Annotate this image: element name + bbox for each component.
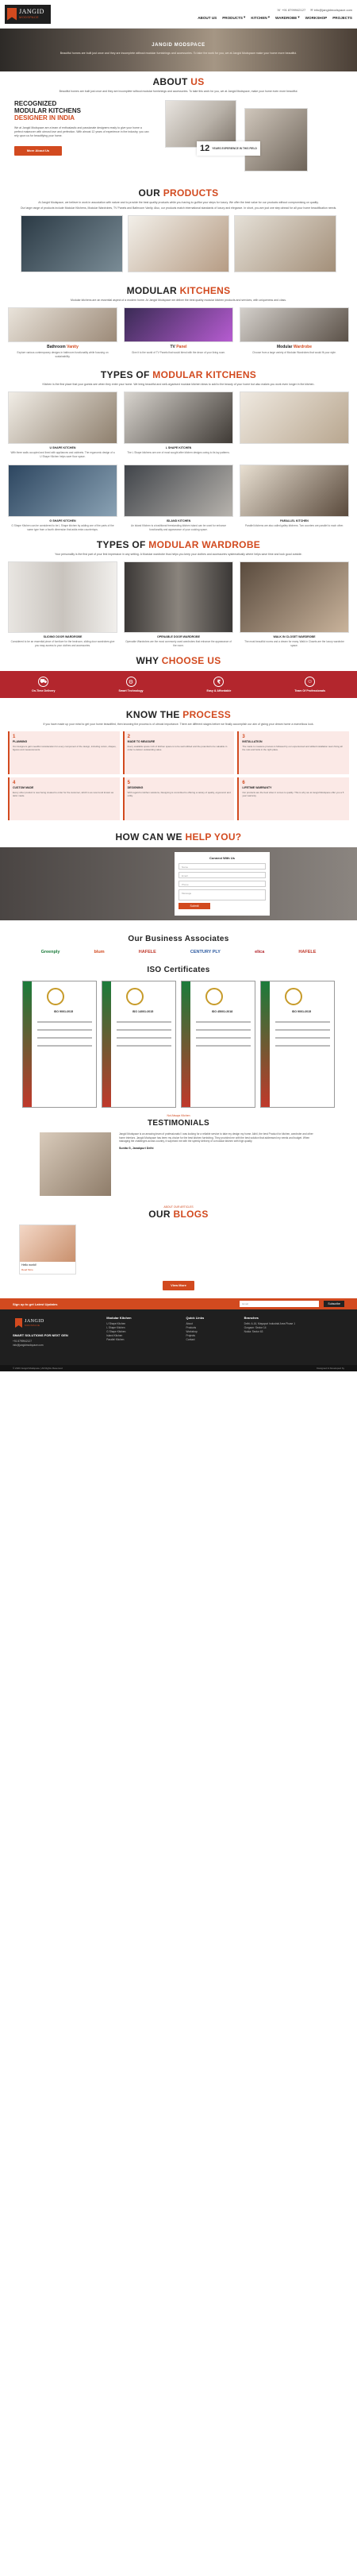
card-title: PARALLEL KITCHEN [280,519,309,523]
heading-text: TYPES OF [100,369,150,380]
heading-text: OUR [138,187,161,199]
footer-link[interactable]: U Shape Kitchen [106,1322,126,1325]
heading-accent: PRODUCTS [163,187,219,199]
about-section [0,94,357,173]
card-desc: The most beautiful rooms and a dream for many. Walk in Closets are the luxury wardrobe space. [244,640,344,647]
nav-label: PROJECTS [332,15,352,20]
associate-logo: HAFELE [298,950,317,954]
footer-col-heading: Branches [244,1316,259,1320]
process-intro: If you have made up your mind to get your home beautified, then knowing the process is of utmost importance. There are different stages before we finally accomplish our aim of giving your dream home a marvellous look. [43,723,314,726]
card-desc: Openable Wardrobes are the most commonly used wardrobes that enhance the appearance of the room. [125,640,232,647]
nav-wardrobe[interactable] [275,15,300,20]
heading-text: WHY [136,655,159,666]
cert-title: ISO 45001:2018 [211,1010,233,1013]
step-desc: The made to measure process is followed by our experienced and skilled installation team fixing all the nuts and bolts in the right place. [242,745,343,751]
badge-line: DESIGNER IN INDIA [14,114,75,121]
certificate[interactable] [22,981,97,1108]
years-text: YEARS EXPERIENCE IN THIS FIELD [212,147,257,150]
cert-line [275,1029,330,1031]
branch-address: Delhi: A-16, Mayapuri Industrial Area Phase 1 [244,1322,295,1325]
footer-col-heading: Quick Links [186,1316,205,1320]
cert-band [23,981,32,1107]
step-desc: Every other product is now being created to order for the customer, which is as new trend known as tailor made. [13,791,114,797]
nav-label: WORKSHOP [305,15,328,20]
step-desc: Every available space inch of kitchen space is to be well utilized and the potential to be valuable in order to deliver outstanding value. [127,745,228,751]
process-heading [0,709,357,720]
site-footer [0,1309,357,1365]
subscribe-button[interactable]: Subscribe [324,1301,344,1307]
heading-text: HOW CAN WE [115,831,182,843]
why-item [207,677,232,692]
footer-email[interactable]: info@jangidmodspace.com [13,1344,44,1347]
g-shape-image [8,465,117,517]
truck-icon: ⛟ [38,677,48,687]
step-title: MADE TO MEASURE [127,740,155,743]
chevron-down-icon: ▾ [267,15,271,19]
cert-line [37,1045,92,1047]
team-icon: ☺ [305,677,315,687]
logo-text: JANGID [25,1319,44,1324]
cert-line [117,1029,171,1031]
footer-link[interactable]: Projects [186,1334,196,1337]
blog-card[interactable] [19,1224,76,1275]
heading-accent: CHOOSE US [161,655,221,666]
about-badge [14,100,149,121]
certificates-heading: ISO Certificates [147,966,210,974]
step-title: CUSTOM MADE [13,786,34,789]
footer-link[interactable]: L Shape Kitchen [106,1326,125,1329]
step-number: 6 [242,781,245,785]
seal-icon [205,988,223,1005]
products-gallery [0,215,357,272]
card-title-text: TV [170,345,175,349]
testimonial-quote: Jangid Modspace is an amazing team of professionals! I was looking for a reliable service to take my design my home. Akhil, the best Product for kitchen, wardrobe and other home interiors. Jangid Modspace has been my choice for the best kitchen furnishing. They provided me with the best solution that addressed my needs and budget. When managing the challenges across country, it surprised me with the speedy delivery of a modular kitchen with high quality. [119,1132,313,1143]
experience-box [197,141,260,156]
associate-logo: HAFELE [138,950,156,954]
product-image[interactable] [21,215,123,272]
card-title [8,345,117,349]
nav-label: PRODUCTS [222,15,243,20]
products-para-2: Our large range of products include Modular Kitchens, Modular Wardrobes, TV Panels and Bathroom Vanity. Also, our products match international standards of luxury and elegance. In short, you are just one step ahead for all your home beautification needs. [20,206,337,210]
contact-row [277,8,352,12]
cert-line [275,1037,330,1039]
card-title: ISLAND KITCHEN [166,519,191,523]
kitchen-type-card[interactable] [8,391,117,458]
cert-line [196,1029,251,1031]
cert-title: ISO 9001:2015 [53,1010,74,1013]
heading-accent: MODULAR WARDROBE [148,539,261,550]
card-title [124,345,233,349]
phone-field[interactable]: Phone [178,881,266,887]
about-intro: Beautiful homes are built just once and they are incomplete without modular furnishings and accessories. To take this work for you, we at Jangid Modspace, make your home even more beautiful. [59,90,298,93]
chip-icon: ⚙ [126,677,136,687]
step-title: LIFETIME WARRANTY [242,786,272,789]
footer-link[interactable]: About [186,1322,193,1325]
email-field[interactable]: Email [178,872,266,878]
testimonials-heading: TESTIMONIALS [147,1119,210,1128]
openable-door-image [124,561,233,633]
cert-line [37,1029,92,1031]
associate-logo: CENTURY PLY [190,950,221,954]
phone-text: +91 8799942127 [282,8,306,12]
kitchen-type-card[interactable] [240,391,349,458]
types-kitchen-heading [0,369,357,380]
step-desc: With regard to kitchen solutions, Designing is committed to offering a variety of quality, ergonomic and utility. [127,791,231,797]
process-step [237,731,349,774]
newsletter-bar [0,1298,357,1309]
email-text: info@jangidmodspace.com [313,8,352,12]
about-body: We at Jangid Modspace are a team of enthusiastic and passionate designers ready to give your home a perfect makeover with utmost love and perfection. With almost 12 years of experience in the industry, you can rely upon us for beautifying your home. [14,126,149,137]
cert-line [275,1021,330,1023]
heading-text: TYPES OF [96,539,146,550]
card-title-text: Modular [277,345,293,349]
newsletter-label: Sign up to get Latest Updates [13,1301,58,1306]
card-title: L SHAPE KITCHEN [165,446,192,449]
nav-kitchen[interactable] [251,15,270,20]
tv-panel-image [124,307,233,342]
step-number: 4 [13,781,16,785]
submit-button[interactable]: Submit [178,903,210,909]
more-about-button[interactable]: More About Us [14,146,62,156]
heading-accent: HELP YOU? [185,831,242,843]
kitchen-type-card[interactable] [124,465,233,531]
process-step [8,731,120,774]
name-field[interactable]: Name [178,863,266,870]
card-desc: Considered to be an essential piece of furniture for the bedroom, sliding door wardrobes give you easy access to your clothes and accessories. [10,640,115,647]
kitchen-type-card[interactable] [124,391,233,458]
why-label: Team Of Professionals [294,689,325,692]
card-title-text: Bathroom [47,345,66,349]
logo[interactable] [5,5,51,24]
cert-title: ISO 9001:2015 [291,1010,312,1013]
why-item [118,677,143,692]
footer-brand [13,1316,98,1359]
certificates-grid [0,981,357,1108]
why-label: Smart Technology [118,689,144,692]
footer-col-links [186,1316,236,1359]
step-number: 5 [127,781,130,785]
footer-link[interactable]: Parallel Kitchen [106,1338,125,1341]
help-heading [0,831,357,843]
contact-form [175,852,270,916]
nav-products[interactable] [222,15,245,20]
types-wardrobe-heading [0,539,357,550]
kitchen-type-card[interactable] [8,465,117,531]
certificate[interactable] [260,981,335,1108]
associate-logo: Greenply [40,950,60,954]
newsletter-email-input[interactable]: Email [240,1301,319,1307]
cert-line [117,1021,171,1023]
modular-wardrobe-image [240,307,349,342]
parallel-image [240,465,349,517]
view-more-button[interactable]: View More [163,1281,194,1290]
modular-card[interactable] [124,307,233,358]
card-desc: Parallel kitchens are also called galley kitchens. Two counters are parallel to each other. [245,524,344,527]
seal-icon [285,988,302,1005]
process-step [123,777,235,820]
blog-image [20,1225,75,1262]
copyright-bar [0,1365,357,1371]
help-banner [0,847,357,920]
certs-caption: Not Always Kitchen [167,1114,190,1117]
about-left [14,100,149,173]
kitchen-image [244,108,308,172]
branch-address: Gurgaon: Sector 14 [244,1326,267,1329]
badge-line: RECOGNIZED [14,100,57,107]
certificate[interactable] [181,981,255,1108]
bathroom-vanity-image [8,307,117,342]
hero-title: JANGID MODSPACE [152,43,205,48]
card-desc: Choose from a large variety of Modular Wardrobes that would fit your style. [252,351,336,354]
chevron-down-icon: ▾ [298,15,300,19]
cert-band [182,981,190,1107]
step-desc: Our designers gain needful consideration for every component of the design, including colors, shapes, figures and measurements. [13,745,117,751]
heading-text: ABOUT [152,76,188,87]
cert-line [275,1045,330,1047]
types-kitchen-intro: Kitchen is the first place that your guests see when they enter your home. We bring beautiful and well-organised modular kitchen ideas to add to the beauty of your home but also makes you work even longer in the kitchen. [42,383,315,386]
why-label: Easy & Affordable [206,689,232,692]
types-wardrobe-intro: Your personality is the first part of your first impression in any setting. A Modular wardrobe thus helps you keep your clothes and accessories systematically where helps save time and look good outside. [55,553,302,556]
associates-heading: Our Business Associates [128,935,229,943]
card-title: OPENABLE DOOR WARDROBE [156,635,201,638]
heading-text: KNOW THE [125,709,180,720]
walk-in-closet-image [240,561,349,633]
testimonial-author: Sunita G, Janakpuri Delhi [119,1146,154,1150]
blog-read-more[interactable]: Read More [21,1268,33,1271]
u-shape-image [8,391,117,444]
step-number: 3 [242,735,245,739]
cert-band [261,981,270,1107]
about-images [157,100,343,173]
process-step [123,731,235,774]
island-image [124,465,233,517]
process-grid [0,731,357,820]
cert-line [196,1037,251,1039]
credit-text[interactable]: Designed & Developed by [317,1367,344,1370]
chevron-down-icon: ▾ [244,15,246,19]
cert-line [117,1045,171,1047]
card-desc: With three walls occupied and lined with appliances and cabinets. The ergonomic design of a U Shape Kitchen helps save floor space. [10,451,115,458]
footer-col-branches [244,1316,344,1359]
blogs-heading [0,1209,357,1220]
footer-link[interactable]: Products [186,1326,197,1329]
card-title: U SHAPE KITCHEN [49,446,76,449]
step-desc: Our products are the best when it comes to quality. This is why we at Jangid Modspace offer you a 5 year warranty. [242,791,344,797]
card-title: G SHAPE KITCHEN [49,519,76,523]
cert-line [196,1021,251,1023]
product-image[interactable] [234,215,336,272]
associate-logo: blum [94,950,105,954]
card-desc: Give it to the world of TV Panels that would blend with the decor of your living room. [131,351,226,354]
cert-line [117,1037,171,1039]
cert-line [196,1045,251,1047]
heading-text: OUR [148,1209,171,1220]
why-item [32,677,56,692]
step-number: 2 [127,735,130,739]
modular-intro: Modular kitchens are an essential aspect of a modern home. At Jangid Modspace we deliver the best quality modular kitchen products and services, with uniqueness and class. [71,299,286,302]
modular-card[interactable] [240,307,349,358]
heading-accent: KITCHENS [179,285,231,296]
footer-col-kitchen [106,1316,178,1359]
about-heading [0,76,357,87]
modular-cards [0,307,357,358]
footer-phone[interactable]: +91 8799942127 [13,1340,33,1343]
cert-line [37,1037,92,1039]
product-image[interactable] [128,215,230,272]
main-nav [198,15,352,20]
branch-address: Noida: Sector 63 [244,1330,263,1333]
card-title-accent: Vanity [67,345,79,349]
heading-accent: MODULAR KITCHENS [152,369,257,380]
header-right [198,8,352,20]
step-title: DESIGNING [127,786,144,789]
testimonial [0,1132,357,1196]
nav-label: KITCHEN [251,15,267,20]
footer-logo[interactable] [13,1316,54,1330]
products-heading [0,187,357,199]
logo-subtext: MODSPACE [19,15,39,19]
email-link[interactable]: ✉ info@jangidmodspace.com [310,8,352,12]
kitchen-image [240,391,349,444]
heading-accent: US [190,76,205,87]
blog-title: Hello world! [21,1263,36,1267]
years-number: 12 [200,144,210,153]
card-title-accent: Wardrobe [293,345,312,349]
card-title-accent: Panel [176,345,187,349]
hero-subtitle: Beautiful homes are built just once and they are incomplete without modular furnishings and accessories. To take the work for you, we at Jangid Modspace make your home more beautiful. [60,52,298,55]
certificate[interactable] [102,981,176,1108]
card-title: SLIDING DOOR WARDROBE [43,635,83,638]
why-heading [0,655,357,666]
products-para-1: At Jangid Modspace, we believe in work in association with nature and to provide the best quality products while you having to go/like your steps for luxury. We offer the best value for our products without compromising on quality. [38,201,319,204]
footer-link[interactable]: Contact [186,1338,195,1341]
card-title: WALK IN CLOSET WARDROBE [273,635,316,638]
phone-link[interactable]: ☏ +91 8799942127 [276,8,306,12]
message-field[interactable]: Message [178,889,266,900]
card-desc: The L Shape kitchens are one of most sought after kitchen designs owing to its lay patterns. [127,451,230,454]
footer-link[interactable]: G Shape Kitchen [106,1330,126,1333]
testimonial-photo [40,1132,111,1196]
step-title: PLANNING [13,740,28,743]
wardrobe-type-card[interactable] [8,561,117,647]
why-band [0,671,357,698]
rupee-icon: ₹ [213,677,224,687]
cert-band [102,981,111,1107]
cert-line [37,1021,92,1023]
hero-banner [0,29,357,71]
footer-link[interactable]: Workshop [186,1330,198,1333]
cert-title: ISO 14001:2015 [132,1010,154,1013]
form-title: Connect With Us [209,856,235,860]
seal-icon [47,988,64,1005]
seal-icon [126,988,144,1005]
why-item [294,677,325,692]
card-desc: Explore various contemporary designs in bathroom functionality while focusing on sustainability. [17,351,109,358]
process-step [8,777,120,820]
heading-accent: BLOGS [173,1209,209,1220]
kitchen-type-card[interactable] [240,465,349,531]
why-label: On-Time Delivery [31,689,56,692]
nav-about[interactable] [198,15,217,20]
heading-text: MODULAR [126,285,178,296]
nav-workshop[interactable] [305,15,328,20]
kitchen-types-grid [0,391,357,531]
card-desc: G Shape Kitchen can be considered to be L Shape kitchen by adding one of the parts of the same type from a fourth dimension that adds extra countertops. [11,524,114,531]
card-desc: An Island Kitchen is a traditional freestanding kitchen island can be used for enhance functionality and appearance of your cooking space. [131,524,226,531]
logo-mark-icon [7,8,17,21]
site-header [0,0,357,29]
blogs-kicker: ABOUT OUR ARTICLES [163,1205,194,1209]
associate-logo: elica [255,950,265,954]
card-title [240,345,349,349]
modular-heading [0,285,357,296]
wardrobe-type-card[interactable] [124,561,233,647]
logo-text: JANGID [19,8,44,15]
l-shape-image [124,391,233,444]
testimonial-body [119,1132,317,1196]
badge-line: MODULAR KITCHENS [14,107,81,114]
process-step [237,777,349,820]
wardrobe-type-card[interactable] [240,561,349,647]
copyright-text: © 2023 Jangid Modspace | All Rights Reserved [13,1367,63,1370]
heading-accent: PROCESS [182,709,232,720]
footer-tagline: SMART SOLUTIONS FOR NEXT GEN [13,1333,68,1337]
modular-card[interactable] [8,307,117,358]
step-title: INSTALLATION [242,740,263,743]
step-number: 1 [13,735,16,739]
wardrobe-types-grid [0,561,357,647]
footer-link[interactable]: Island Kitchen [106,1334,123,1337]
logo-mark-icon [15,1318,22,1328]
kitchen-image [165,100,236,148]
nav-projects[interactable] [332,15,352,20]
sliding-door-image [8,561,117,633]
logo-subtext: MODSPACE [25,1324,40,1327]
footer-col-heading: Modular Kitchen [106,1316,132,1320]
nav-label: WARDROBE [275,15,298,20]
nav-label: ABOUT US [198,15,217,20]
